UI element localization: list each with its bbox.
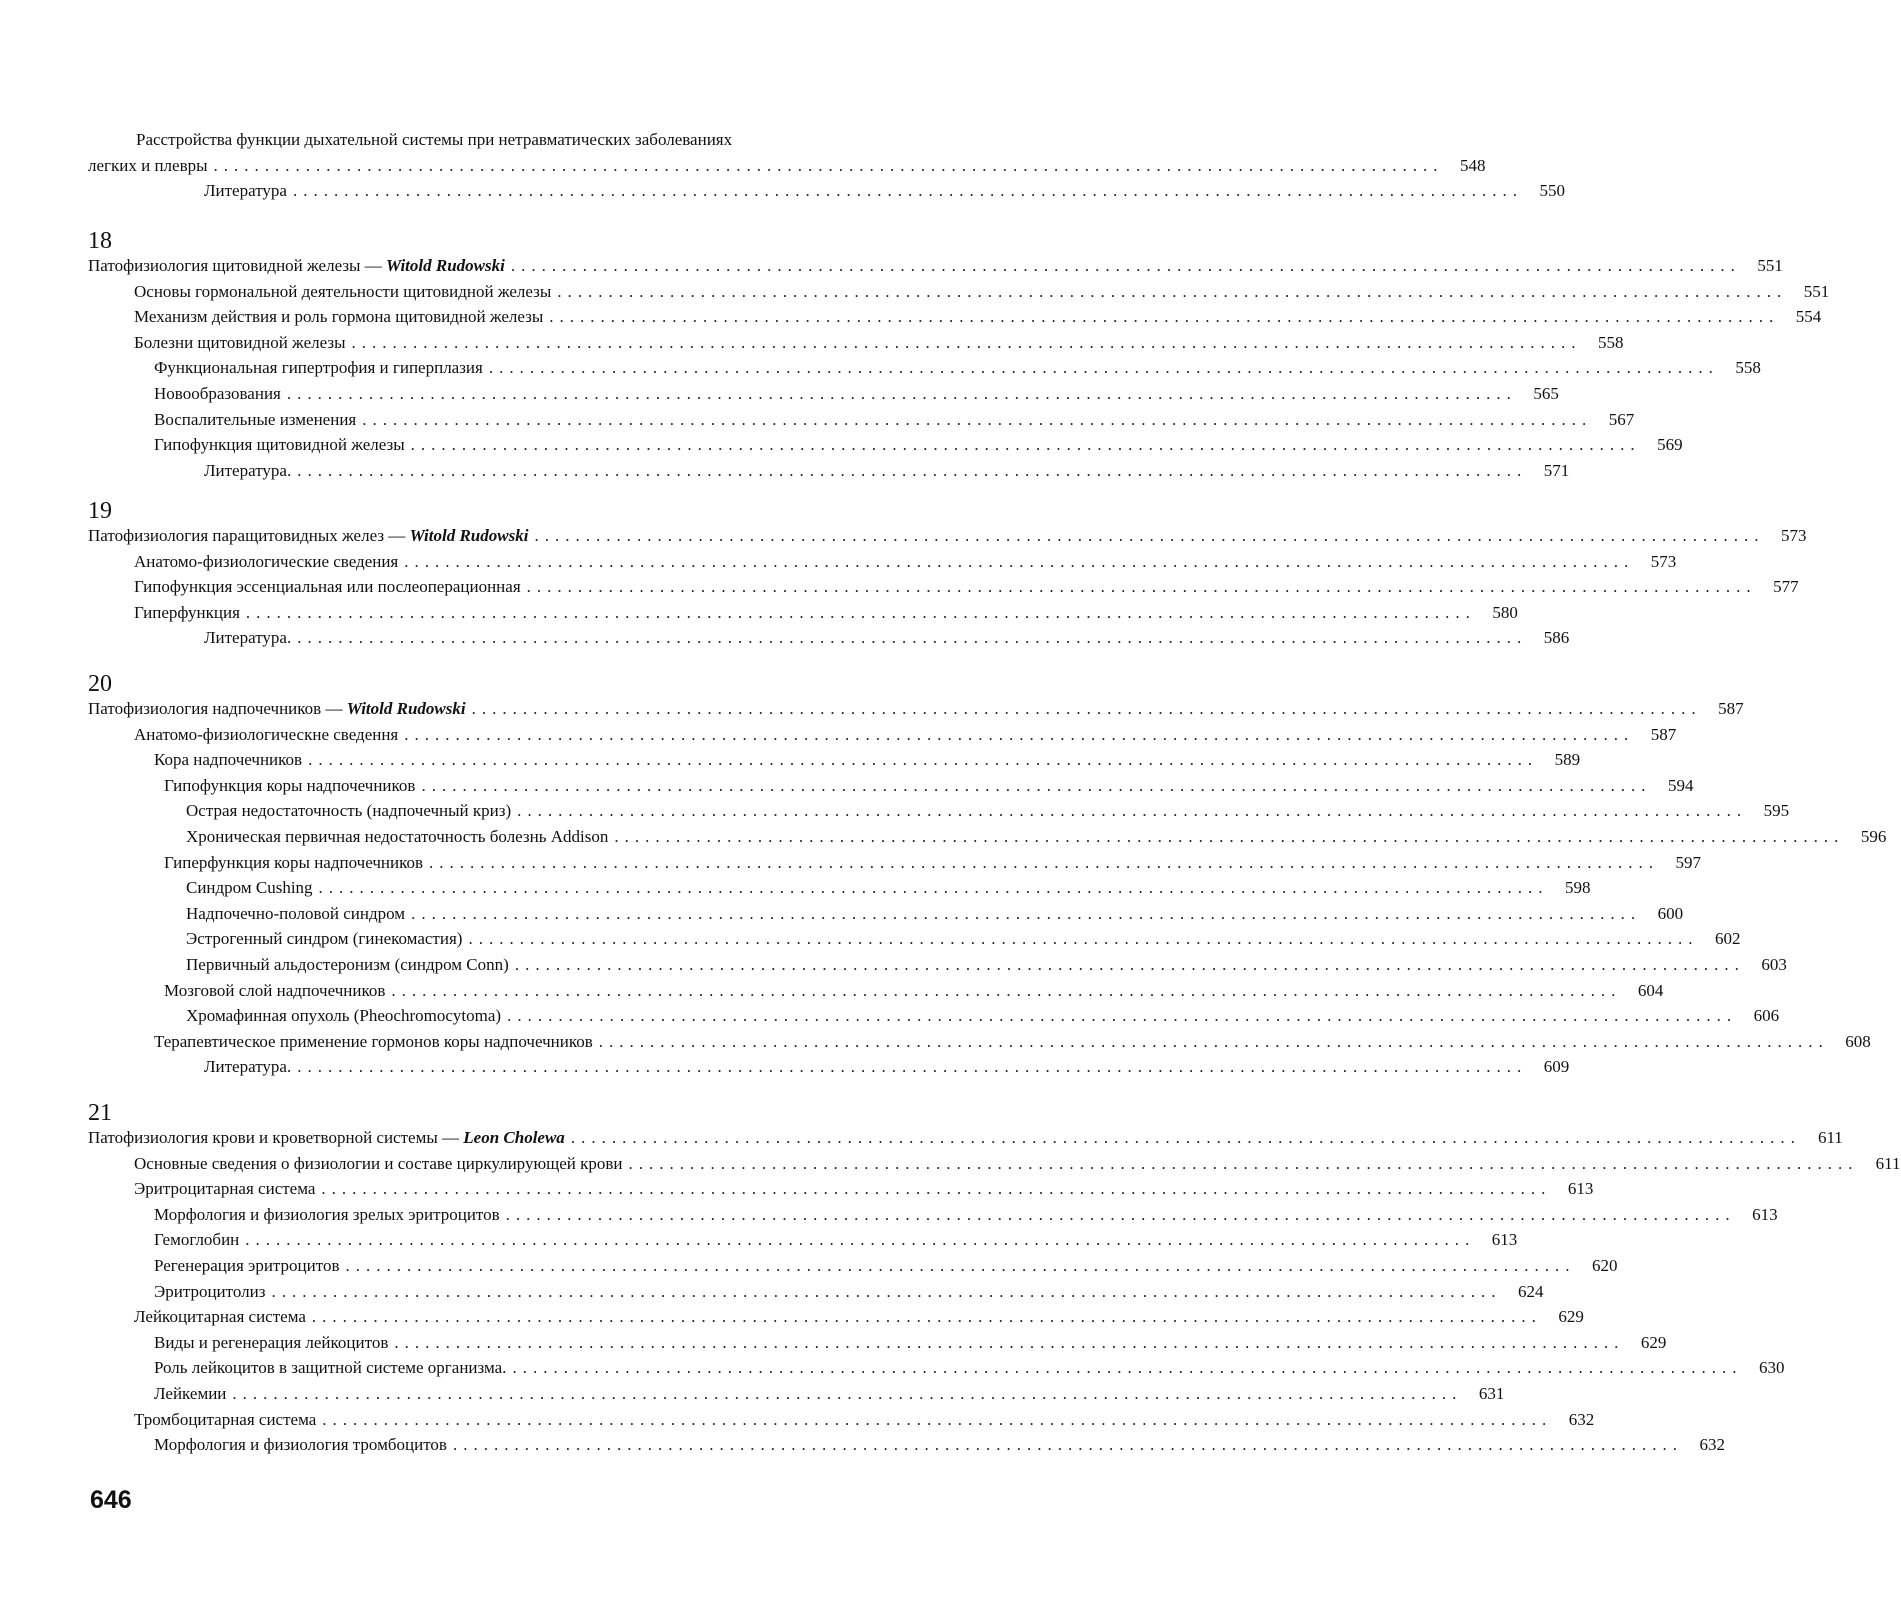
toc-entry-label: Основы гормональной деятельности щитовидной железы [134, 281, 552, 301]
toc-entry-page: 611 [1875, 1153, 1901, 1173]
toc-entry-label: Гиперфункция коры надпочечников [164, 852, 423, 872]
toc-entry [88, 549, 1677, 575]
toc-entry-page: 602 [1714, 929, 1741, 949]
toc-entry-label: Функциональная гипертрофия и гиперплазия [154, 358, 483, 378]
chapter-title-text: Патофизиология крови и кроветворной системы — [88, 1128, 460, 1147]
toc-entry-page: 613 [1491, 1230, 1518, 1250]
chapter-title-row [88, 1125, 1843, 1151]
chapter-title-text: Патофизиология паращитовидных желез — [88, 526, 406, 545]
toc-entry-page: 551 [1803, 281, 1830, 301]
dot-leader: ........................................................................................................................ [318, 878, 1549, 898]
toc-entry-page: 589 [1554, 750, 1581, 770]
dot-leader: ........................................................................................................................ [410, 435, 1641, 455]
dot-leader: ........................................................................................................................ [557, 281, 1788, 301]
chapter-author: Witold Rudowski [385, 256, 505, 275]
dot-leader: ........................................................................................................................ [394, 1332, 1625, 1352]
toc-entry-page: 629 [1558, 1307, 1584, 1327]
toc-entry-page: 606 [1753, 1006, 1780, 1026]
toc-entry-label: Морфология и физиология зрелых эритроцитов [154, 1204, 500, 1224]
toc-entry-first-line: Расстройства функции дыхательной системы при нетравматических заболеваниях [136, 130, 733, 149]
chapter-number: 19 [88, 498, 112, 524]
chapter-title-text: Патофизиология щитовидной железы — [88, 256, 382, 275]
dot-leader: ........................................................................................................................ [598, 1031, 1829, 1051]
toc-entry-label: Хромафинная опухоль (Pheochromocytoma) [186, 1006, 502, 1026]
chapter-page-number: 611 [1817, 1128, 1843, 1147]
toc-entry-label: Тромбоцитарная система [134, 1409, 317, 1429]
toc-entry-page: 594 [1667, 775, 1694, 795]
toc-entry-label: Литература. [204, 1057, 292, 1077]
toc-intro [88, 127, 1565, 204]
toc-entry [88, 1432, 1725, 1458]
dot-leader: ........................................................................................................................ [232, 1383, 1463, 1403]
chapter-page-number: 551 [1757, 256, 1783, 275]
toc-entry [88, 381, 1559, 407]
toc-entry [88, 1381, 1505, 1407]
toc-entry-page: 632 [1568, 1409, 1595, 1429]
toc-entry-page: 596 [1860, 826, 1887, 846]
dot-leader: ........................................................................................................................ [404, 724, 1635, 744]
toc-entry-label: Хроническая первичная недостаточность болезнь Addison [186, 826, 609, 846]
toc-entry [88, 978, 1664, 1004]
toc-entry-page: 620 [1591, 1255, 1618, 1275]
toc-entry-label: Роль лейкоцитов в защитной системе организма. [154, 1358, 507, 1378]
dot-leader: ........................................................................................................................ [308, 750, 1539, 770]
toc-entry [88, 1279, 1544, 1305]
dot-leader: ........................................................................................................................ [488, 358, 1719, 378]
dot-leader: ........................................................................................................................ [391, 980, 1622, 1000]
page-number: 646 [90, 1486, 132, 1514]
toc-entry [88, 901, 1684, 927]
toc-entry-label: Эритроцитарная система [134, 1179, 316, 1199]
toc-entry [88, 1151, 1901, 1177]
toc-entry-label: Синдром Cushing [186, 878, 313, 898]
toc-entry-label: Гиперфункция [134, 602, 240, 622]
toc-entry-label: Литература [204, 181, 287, 201]
chapter-number: 21 [88, 1100, 112, 1126]
dot-leader: ........................................................................................................................ [311, 1307, 1542, 1327]
toc-entry-page: 571 [1543, 460, 1570, 480]
dot-leader: ........................................................................................................................ [510, 256, 1741, 275]
dot-leader: ........................................................................................................................ [505, 1204, 1736, 1224]
toc-entry-label: Надпочечно-половой синдром [186, 903, 406, 923]
toc-entry-label: Лейкоцитарная система [134, 1307, 306, 1327]
toc-entry-page: 613 [1752, 1204, 1778, 1224]
toc-entry-page: 573 [1650, 551, 1677, 571]
dot-leader: ........................................................................................................................ [429, 852, 1659, 872]
toc-entry-label: Терапевтическое применение гормонов коры надпочечников [154, 1031, 593, 1051]
toc-entry-page: 609 [1543, 1057, 1570, 1077]
toc-entry-page: 580 [1492, 602, 1518, 622]
chapter-author: Leon Cholewa [463, 1128, 565, 1147]
toc-entry [88, 926, 1741, 952]
chapter-page-number: 573 [1780, 526, 1807, 545]
dot-leader: ........................................................................................................................ [570, 1128, 1801, 1147]
toc-entry [88, 722, 1677, 748]
toc-entry [88, 1227, 1518, 1253]
toc-entry-page: 577 [1773, 577, 1799, 597]
toc-entry [88, 747, 1581, 773]
dot-leader: ........................................................................................................................ [271, 1281, 1502, 1301]
dot-leader: ........................................................................................................................ [534, 526, 1765, 545]
toc-entry [88, 1003, 1780, 1029]
toc-entry-label: легких и плевры [88, 155, 208, 175]
toc-entry [88, 574, 1799, 600]
dot-leader: ........................................................................................................................ [471, 699, 1702, 718]
chapter-page-number: 587 [1718, 699, 1744, 718]
toc-entry-label: Литература. [204, 460, 292, 480]
toc-entry-page: 548 [1460, 155, 1486, 175]
toc-entry-label: Механизм действия и роль гормона щитовидной железы [134, 307, 544, 327]
chapter-title-text: Патофизиология надпочечников — [88, 699, 343, 718]
toc-entry-label: Воспалительные изменения [154, 409, 357, 429]
dot-leader: ........................................................................................................................ [345, 1255, 1576, 1275]
toc-entry-page: 629 [1640, 1332, 1667, 1352]
toc-entry-label: Кора надпочечников [154, 750, 303, 770]
toc-entry-label: Литература. [204, 628, 292, 648]
dot-leader: ........................................................................................................................ [628, 1153, 1859, 1173]
toc-entry-label: Гипофункция щитовидной железы [154, 435, 405, 455]
toc-entry [88, 1253, 1618, 1279]
toc-entry-page: 603 [1761, 954, 1787, 974]
dot-leader: ........................................................................................................................ [297, 460, 1528, 480]
toc-entry-page: 631 [1478, 1383, 1505, 1403]
dot-leader: ........................................................................................................................ [245, 602, 1476, 622]
toc-entry-label: Анатомо-физиологические сведения [134, 551, 399, 571]
toc-entry [88, 1355, 1785, 1381]
toc-entry [88, 153, 1486, 179]
toc-entry [88, 625, 1570, 651]
toc-entry-page: 630 [1758, 1358, 1785, 1378]
toc-entry-label: Болезни щитовидной железы [134, 332, 346, 352]
toc-entry-page: 587 [1650, 724, 1677, 744]
toc-entry-page: 586 [1543, 628, 1570, 648]
toc-entry-page: 597 [1675, 852, 1701, 872]
toc-entry [88, 1054, 1570, 1080]
toc-entry-page: 600 [1657, 903, 1684, 923]
chapter-author: Witold Rudowski [346, 699, 466, 718]
dot-leader: ........................................................................................................................ [321, 1179, 1552, 1199]
dot-leader: ........................................................................................................................ [452, 1435, 1683, 1455]
chapter-block [88, 253, 1830, 483]
toc-entry-page: 567 [1608, 409, 1635, 429]
toc-entry-page: 565 [1533, 383, 1559, 403]
chapter-title [88, 696, 466, 722]
toc-entry-label: Эритроцитолиз [154, 1281, 266, 1301]
dot-leader: ........................................................................................................................ [514, 954, 1745, 974]
toc-entry-page: 604 [1637, 980, 1664, 1000]
toc-entry [88, 432, 1683, 458]
toc-entry [88, 824, 1887, 850]
toc-entry [88, 875, 1591, 901]
toc-entry-label: Основные сведения о физиологии и составе циркулирующей крови [134, 1153, 623, 1173]
chapter-title [88, 1125, 565, 1151]
dot-leader: ........................................................................................................................ [411, 903, 1642, 923]
chapter-number: 20 [88, 671, 112, 697]
toc-entry-page: 598 [1565, 878, 1591, 898]
dot-leader: ........................................................................................................................ [245, 1230, 1476, 1250]
chapter-block [88, 523, 1807, 651]
toc-entry [88, 1176, 1594, 1202]
toc-entry-label: Лейкемии [154, 1383, 227, 1403]
toc-entry-page: 624 [1517, 1281, 1544, 1301]
toc-entry-label: Гипофункция коры надпочечников [164, 775, 416, 795]
chapter-author: Witold Rudowski [409, 526, 529, 545]
toc-entry [88, 1304, 1584, 1330]
toc-entry-label: Виды и регенерация лейкоцитов [154, 1332, 389, 1352]
dot-leader: ........................................................................................................................ [213, 155, 1444, 175]
toc-entry-page: 569 [1657, 435, 1683, 455]
toc-entry-page: 558 [1735, 358, 1761, 378]
toc-entry-label: Анатомо-физиологическне сведення [134, 724, 399, 744]
toc-entry [88, 1407, 1595, 1433]
chapter-title [88, 523, 528, 549]
toc-entry-page: 608 [1845, 1031, 1871, 1051]
toc-entry [88, 773, 1694, 799]
toc-entry-page: 632 [1699, 1435, 1725, 1455]
chapter-title-row [88, 696, 1744, 722]
dot-leader: ........................................................................................................................ [526, 577, 1757, 597]
toc-entry [88, 798, 1790, 824]
toc-entry [88, 600, 1518, 626]
dot-leader: ........................................................................................................................ [322, 1409, 1553, 1429]
dot-leader: ........................................................................................................................ [517, 801, 1748, 821]
toc-entry-label: Новообразования [154, 383, 281, 403]
dot-leader: ........................................................................................................................ [297, 1057, 1528, 1077]
toc-entry [88, 330, 1624, 356]
dot-leader: ........................................................................................................................ [292, 181, 1523, 201]
toc-entry-label: Острая недостаточность (надпочечный криз) [186, 801, 512, 821]
toc-entry [88, 1029, 1871, 1055]
toc-entry-label: Регенерация эритроцитов [154, 1255, 340, 1275]
dot-leader: ........................................................................................................................ [286, 383, 1517, 403]
toc-entry [88, 850, 1701, 876]
toc-entry [88, 952, 1787, 978]
chapter-title-row [88, 523, 1807, 549]
toc-entry-page: 613 [1567, 1179, 1594, 1199]
toc-entry [88, 178, 1565, 204]
dot-leader: ........................................................................................................................ [512, 1358, 1743, 1378]
toc-entry-label: Морфология и физиология тромбоцитов [154, 1435, 447, 1455]
toc-entry [88, 355, 1761, 381]
toc-entry-label: Мозговой слой надпочечников [164, 980, 386, 1000]
chapter-block [88, 1125, 1901, 1458]
dot-leader: ........................................................................................................................ [404, 551, 1635, 571]
toc-entry-label: Гемоглобин [154, 1230, 240, 1250]
dot-leader: ........................................................................................................................ [351, 332, 1582, 352]
toc-entry [88, 279, 1830, 305]
chapter-block [88, 696, 1887, 1080]
dot-leader: ........................................................................................................................ [614, 826, 1845, 846]
toc-entry-label: Гипофункция эссенциальная или послеоперационная [134, 577, 521, 597]
chapter-number: 18 [88, 228, 112, 254]
toc-entry [88, 1330, 1667, 1356]
toc-entry [88, 407, 1635, 433]
dot-leader: ........................................................................................................................ [297, 628, 1528, 648]
toc-entry [88, 1202, 1778, 1228]
dot-leader: ........................................................................................................................ [468, 929, 1699, 949]
toc-entry-page: 558 [1598, 332, 1624, 352]
toc-entry [88, 304, 1822, 330]
toc-entry-label: Первичный альдостеронизм (синдром Conn) [186, 954, 509, 974]
dot-leader: ........................................................................................................................ [507, 1006, 1738, 1026]
toc-entry-page: 550 [1539, 181, 1565, 201]
toc-entry-label: Эстрогенный синдром (гинекомастия) [186, 929, 463, 949]
toc-entry-page: 554 [1795, 307, 1822, 327]
dot-leader: ........................................................................................................................ [362, 409, 1593, 429]
dot-leader: ........................................................................................................................ [549, 307, 1780, 327]
chapter-title-row [88, 253, 1783, 279]
toc-entry [88, 458, 1570, 484]
chapter-title [88, 253, 505, 279]
toc-entry-page: 595 [1763, 801, 1790, 821]
dot-leader: ........................................................................................................................ [421, 775, 1652, 795]
